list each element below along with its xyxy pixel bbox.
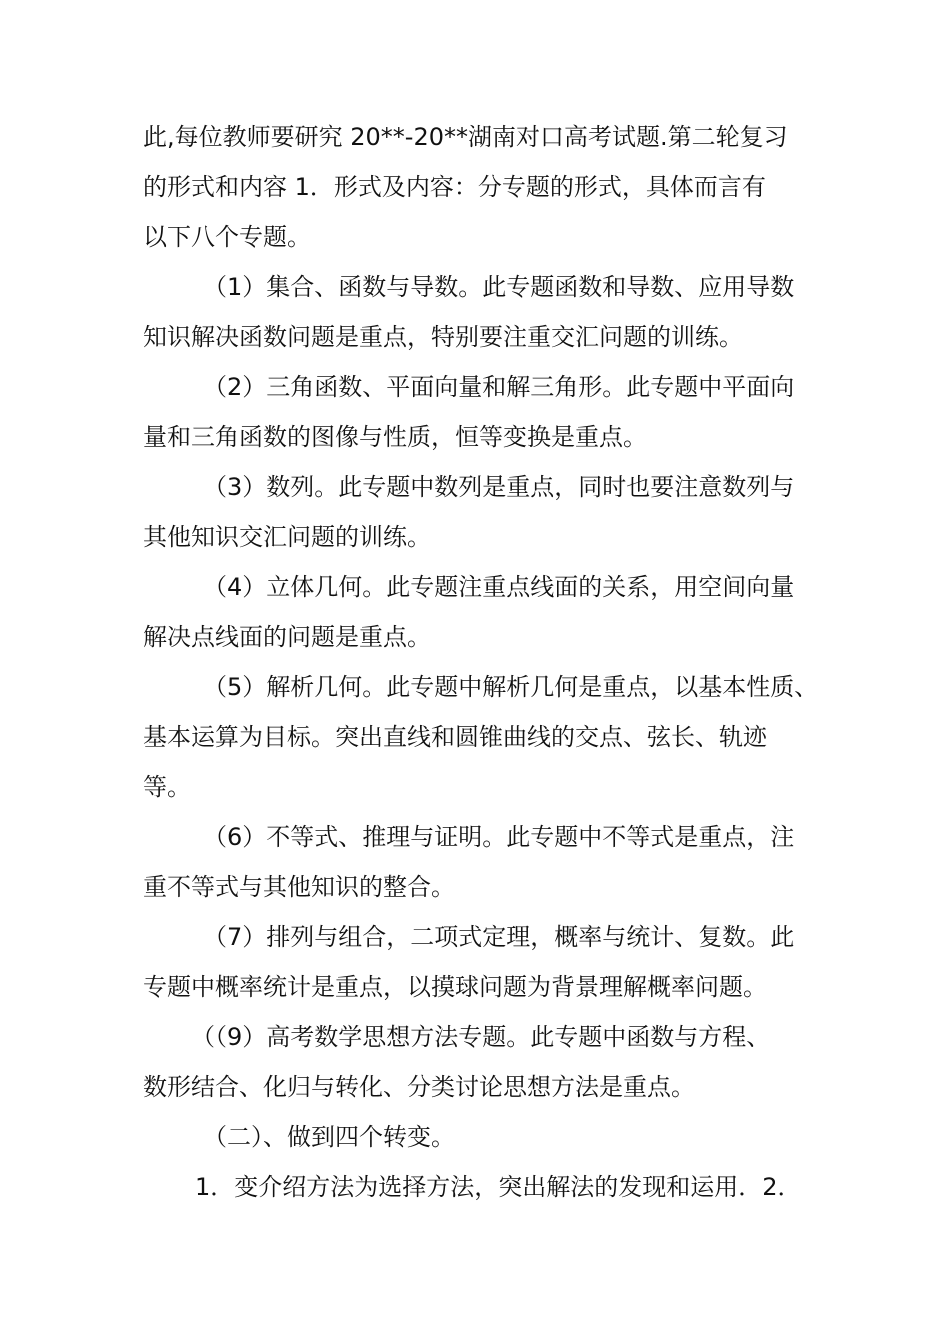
text-line: 此,每位教师要研究 20**-20**湖南对口高考试题.第二轮复习 — [143, 123, 788, 151]
topic-7-line: （7）排列与组合，二项式定理，概率与统计、复数。此 — [203, 923, 795, 951]
text-line: 其他知识交汇问题的训练。 — [143, 523, 431, 551]
text-line: 基本运算为目标。突出直线和圆锥曲线的交点、弦长、轨迹 — [143, 723, 767, 751]
text-line: 的形式和内容 1．形式及内容：分专题的形式，具体而言有 — [143, 173, 766, 201]
text-line: 以下八个专题。 — [143, 223, 311, 251]
list-item: 1．变介绍方法为选择方法，突出解法的发现和运用．2． — [195, 1173, 802, 1201]
text-line: 等。 — [143, 773, 191, 801]
text-line: 专题中概率统计是重点，以摸球问题为背景理解概率问题。 — [143, 973, 767, 1001]
topic-4-line: （4）立体几何。此专题注重点线面的关系，用空间向量 — [203, 573, 795, 601]
topic-5-line: （5）解析几何。此专题中解析几何是重点，以基本性质、 — [203, 673, 819, 701]
topic-2-line: （2）三角函数、平面向量和解三角形。此专题中平面向 — [203, 373, 795, 401]
text-line: 知识解决函数问题是重点，特别要注重交汇问题的训练。 — [143, 323, 743, 351]
text-line: 量和三角函数的图像与性质，恒等变换是重点。 — [143, 423, 647, 451]
topic-3-line: （3）数列。此专题中数列是重点，同时也要注意数列与 — [203, 473, 795, 501]
text-line: 数形结合、化归与转化、分类讨论思想方法是重点。 — [143, 1073, 695, 1101]
text-line: 重不等式与其他知识的整合。 — [143, 873, 455, 901]
document-body — [143, 112, 833, 1212]
section-heading: （二）、做到四个转变。 — [203, 1123, 455, 1151]
topic-9-line: （（9）高考数学思想方法专题。此专题中函数与方程、 — [191, 1023, 771, 1051]
topic-1-line: （1）集合、函数与导数。此专题函数和导数、应用导数 — [203, 273, 795, 301]
text-line: 解决点线面的问题是重点。 — [143, 623, 431, 651]
topic-6-line: （6）不等式、推理与证明。此专题中不等式是重点，注 — [203, 823, 795, 851]
